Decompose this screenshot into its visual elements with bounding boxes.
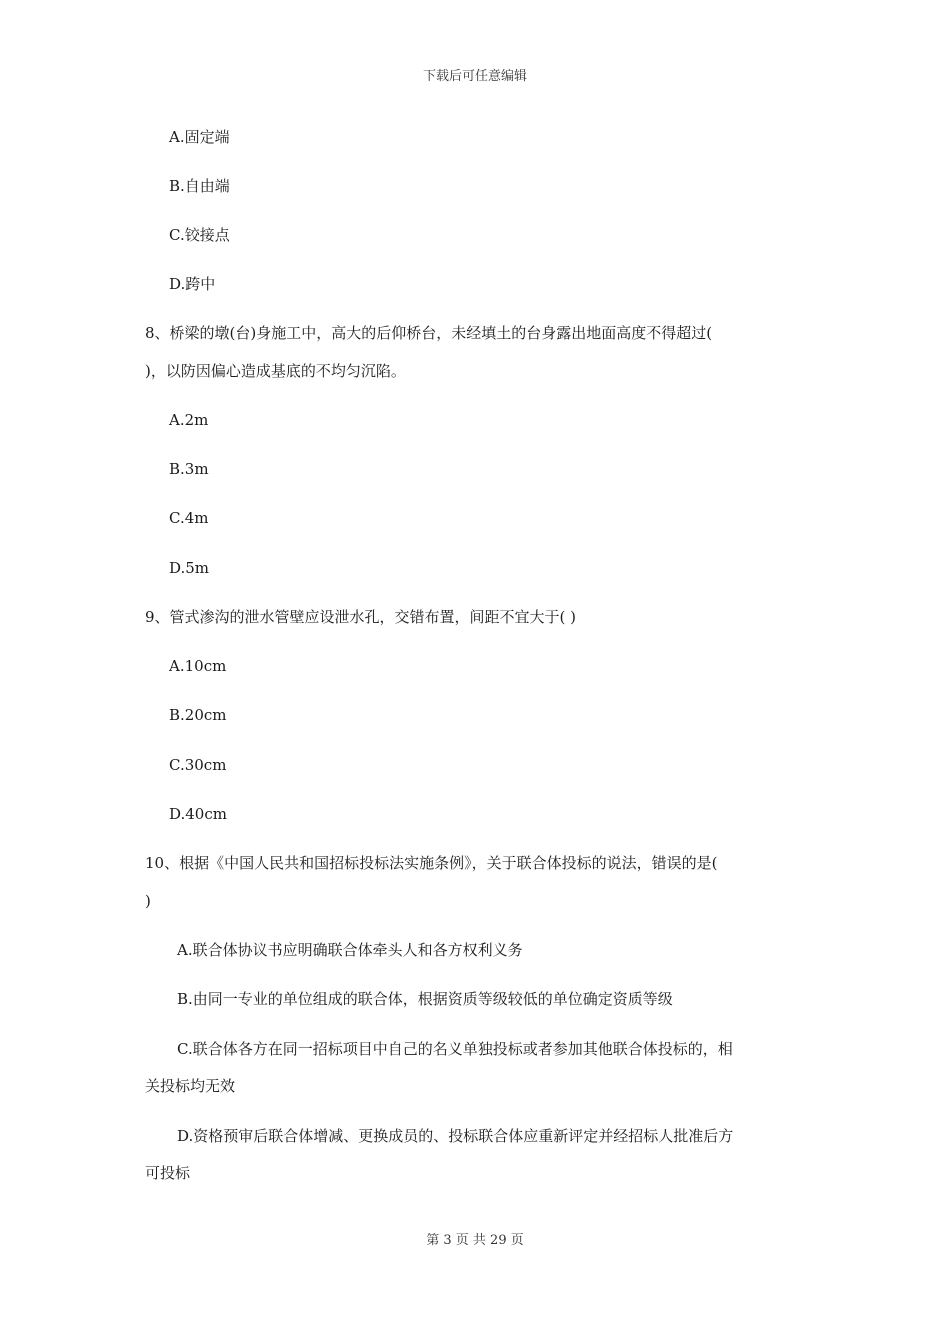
page-footer: 第 3 页 共 29 页 xyxy=(426,1233,524,1248)
q8-option-a: A.2m xyxy=(169,411,209,429)
q9-option-a: A.10cm xyxy=(169,657,227,675)
q9-option-d: D.40cm xyxy=(169,805,227,823)
q7-option-d: D.跨中 xyxy=(169,275,216,293)
q9-stem: 9、管式渗沟的泄水管壁应设泄水孔，交错布置，间距不宜大于( ) xyxy=(145,608,577,626)
q10-option-d-line1: D.资格预审后联合体增减、更换成员的、投标联合体应重新评定并经招标人批准后方 xyxy=(177,1127,734,1145)
q10-option-c-line1: C.联合体各方在同一招标项目中自己的名义单独投标或者参加其他联合体投标的，相 xyxy=(177,1040,733,1058)
q8-stem-line2: )，以防因偏心造成基底的不均匀沉陷。 xyxy=(145,362,406,380)
q7-option-c: C.铰接点 xyxy=(169,226,230,244)
page-header: 下载后可任意编辑 xyxy=(422,69,527,84)
q10-option-b: B.由同一专业的单位组成的联合体，根据资质等级较低的单位确定资质等级 xyxy=(177,990,673,1008)
q7-option-a: A.固定端 xyxy=(169,128,230,146)
q9-option-b: B.20cm xyxy=(169,706,227,724)
q9-option-c: C.30cm xyxy=(169,756,227,774)
q10-stem-line1: 10、根据《中国人民共和国招标投标法实施条例》，关于联合体投标的说法，错误的是( xyxy=(145,854,718,872)
q8-option-b: B.3m xyxy=(169,460,209,478)
q10-stem-line2: ) xyxy=(145,892,151,910)
q10-option-a: A.联合体协议书应明确联合体牵头人和各方权利义务 xyxy=(177,941,523,959)
q8-option-d: D.5m xyxy=(169,559,210,577)
q7-option-b: B.自由端 xyxy=(169,177,230,195)
q8-stem-line1: 8、桥梁的墩(台)身施工中，高大的后仰桥台，未经填土的台身露出地面高度不得超过( xyxy=(145,324,713,342)
q10-option-c-line2: 关投标均无效 xyxy=(145,1077,236,1095)
q8-option-c: C.4m xyxy=(169,509,209,527)
q10-option-d-line2: 可投标 xyxy=(145,1164,191,1182)
